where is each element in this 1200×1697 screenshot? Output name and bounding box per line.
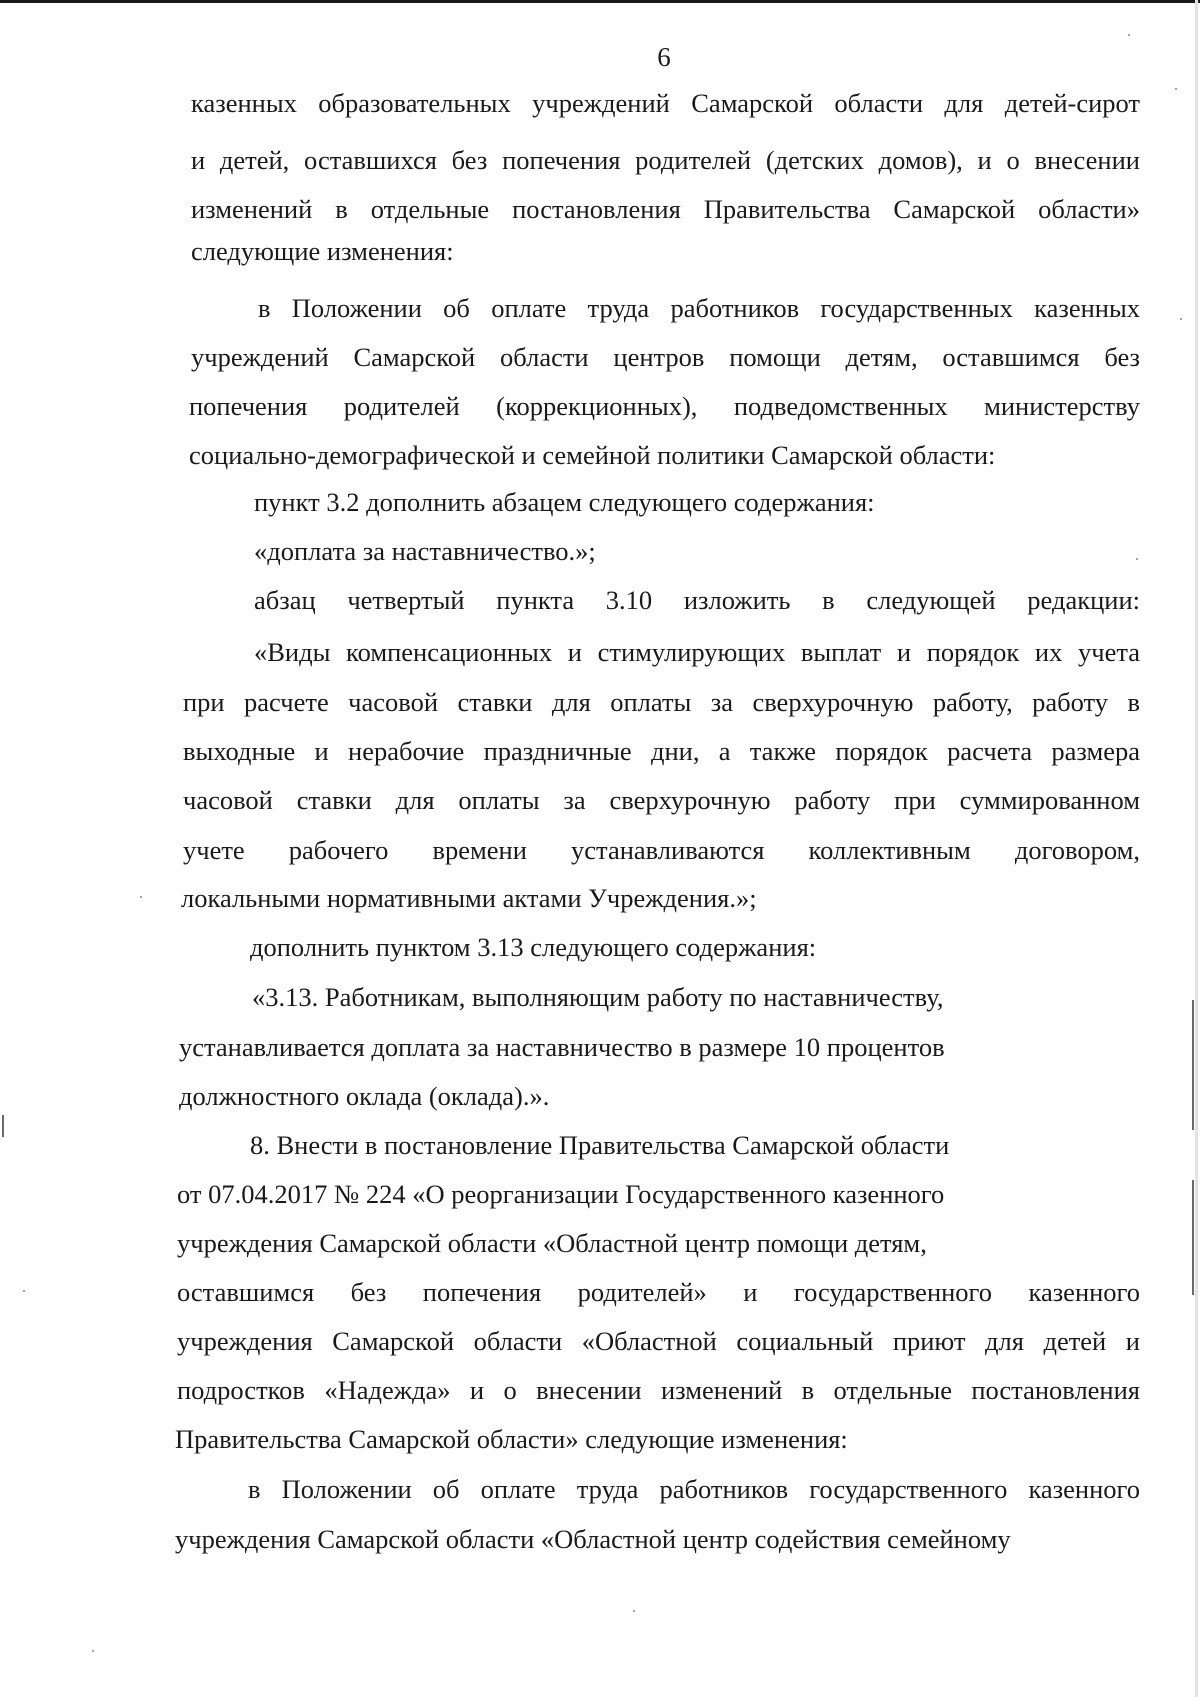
- paragraph-line: [177, 1179, 944, 1209]
- line-text: подростков «Надежда» и о внесении изменений в отдельные постановления: [177, 1375, 1140, 1405]
- line-text: попечения родителей (коррекционных), подведомственных министерству: [189, 391, 1140, 421]
- line-text: часовой ставки для оплаты за сверхурочную работу при суммированном: [183, 785, 1141, 815]
- line-text: должностного оклада (оклада).».: [179, 1081, 550, 1111]
- page-number: 6: [657, 42, 671, 72]
- paragraph-line: [183, 736, 1140, 766]
- line-text: Правительства Самарской области» следующие изменения:: [175, 1424, 848, 1454]
- line-text: при расчете часовой ставки для оплаты за сверхурочную работу, работу в: [183, 687, 1140, 717]
- line-text: абзац четвертый пункта 3.10 изложить в следующей редакции:: [254, 585, 1140, 615]
- paragraph-line: [191, 88, 1141, 118]
- paragraph-line: [254, 637, 1140, 667]
- paragraph-line: [175, 1424, 848, 1454]
- paragraph-line: [177, 1326, 1140, 1356]
- line-text: казенных образовательных учреждений Самарской области для детей-сирот: [191, 88, 1141, 118]
- paragraph-line: [254, 536, 596, 566]
- line-text: учреждения Самарской области «Областной центр помощи детям,: [177, 1228, 927, 1258]
- paragraph-line: [254, 487, 875, 517]
- paragraph-line: [191, 342, 1140, 372]
- line-text: учреждения Самарской области «Областной центр содействия семейному: [175, 1524, 1011, 1554]
- paragraph-line: [250, 1130, 949, 1160]
- line-text: в Положении об оплате труда работников государственных казенных: [258, 293, 1140, 323]
- paragraph-line: [189, 440, 995, 470]
- line-text: выходные и нерабочие праздничные дни, а также порядок расчета размера: [183, 736, 1141, 766]
- paragraph-line: [191, 145, 1140, 175]
- paragraph-line: [183, 835, 1140, 865]
- paragraph-line: [183, 687, 1140, 717]
- paragraph-line: [191, 194, 1140, 224]
- line-text: социально-демографической и семейной политики Самарской области:: [189, 440, 996, 470]
- line-text: пункт 3.2 дополнить абзацем следующего содержания:: [254, 487, 875, 517]
- line-text: учреждения Самарской области «Областной социальный приют для детей и: [177, 1326, 1140, 1356]
- paragraph-line: [183, 785, 1140, 815]
- paragraph-line: [179, 1081, 549, 1111]
- paragraph-line: [177, 1228, 927, 1258]
- paragraph-line: [189, 391, 1140, 421]
- line-text: следующие изменения:: [191, 236, 454, 266]
- paragraph-line: [191, 236, 454, 266]
- line-text: оставшимся без попечения родителей» и государственного казенного: [177, 1277, 1141, 1307]
- line-text: локальными нормативными актами Учреждения.»;: [181, 883, 757, 913]
- line-text: учете рабочего времени устанавливаются коллективным договором,: [183, 835, 1141, 865]
- line-text: 8. Внести в постановление Правительства Самарской области: [250, 1130, 950, 1160]
- paragraph-line: [258, 293, 1140, 323]
- paragraph-line: [248, 1474, 1140, 1504]
- line-text: «доплата за наставничество.»;: [254, 536, 596, 566]
- paragraph-line: [177, 1375, 1140, 1405]
- line-text: изменений в отдельные постановления Правительства Самарской области»: [191, 194, 1140, 224]
- line-text: устанавливается доплата за наставничество в размере 10 процентов: [179, 1032, 945, 1062]
- line-text: дополнить пунктом 3.13 следующего содержания:: [250, 932, 817, 962]
- line-text: «Виды компенсационных и стимулирующих выплат и порядок их учета: [254, 637, 1140, 667]
- line-text: и детей, оставшихся без попечения родителей (детских домов), и о внесении: [191, 145, 1140, 175]
- line-text: учреждений Самарской области центров помощи детям, оставшимся без: [191, 342, 1141, 372]
- paragraph-line: [175, 1524, 1011, 1554]
- paragraph-line: [177, 1277, 1140, 1307]
- line-text: в Положении об оплате труда работников государственного казенного: [248, 1474, 1140, 1504]
- paragraph-line: [252, 982, 943, 1012]
- paragraph-line: [179, 1032, 945, 1062]
- paragraph-line: [254, 585, 1140, 615]
- line-text: «3.13. Работникам, выполняющим работу по наставничеству,: [252, 982, 944, 1012]
- paragraph-line: [250, 932, 816, 962]
- paragraph-line: [181, 883, 757, 913]
- line-text: от 07.04.2017 № 224 «О реорганизации Государственного казенного: [177, 1179, 945, 1209]
